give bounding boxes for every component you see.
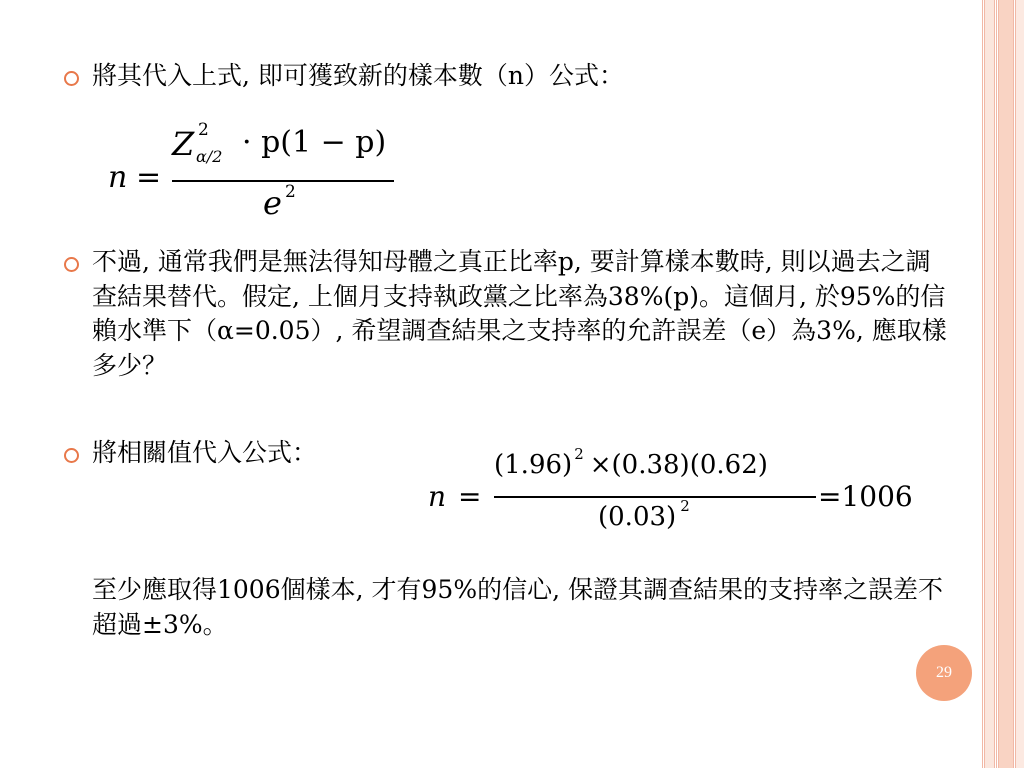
bullet-icon bbox=[64, 448, 79, 463]
bullet-icon bbox=[64, 71, 79, 86]
z-symbol: Z bbox=[172, 125, 195, 163]
denominator-value: (0.03) bbox=[598, 502, 677, 532]
formula-equals: = bbox=[136, 160, 162, 195]
formula-denominator bbox=[598, 497, 690, 532]
formula-denominator bbox=[263, 182, 296, 222]
decor-stripe bbox=[996, 0, 997, 768]
formula-result: =1006 bbox=[818, 480, 913, 513]
bullet-text-intro: 將其代入上式, 即可獲致新的樣本數（n）公式： bbox=[92, 61, 624, 90]
denominator-sup: 2 bbox=[680, 497, 690, 515]
bullet-text-substitute: 將相關值代入公式： bbox=[92, 438, 318, 467]
conclusion-text: 至少應取得1006個樣本, 才有95%的信心, 保證其調查結果的支持率之誤差不超過±3%。 bbox=[92, 575, 943, 639]
page-number-badge: 29 bbox=[916, 645, 972, 701]
numerator-rest: · p(1 − p) bbox=[242, 125, 387, 160]
bullet-icon bbox=[64, 257, 79, 272]
formula-equals: = bbox=[458, 480, 482, 513]
decor-stripe bbox=[982, 0, 983, 768]
fraction-bar bbox=[172, 180, 394, 182]
decor-stripe bbox=[1015, 0, 1024, 768]
sample-size-formula bbox=[100, 120, 400, 230]
decor-stripe bbox=[984, 0, 995, 768]
numerator-z: (1.96) bbox=[494, 450, 573, 480]
computed-formula bbox=[420, 445, 940, 548]
e-superscript: 2 bbox=[285, 182, 296, 202]
z-superscript: 2 bbox=[198, 120, 209, 140]
bullet-text-problem: 不過, 通常我們是無法得知母體之真正比率p, 要計算樣本數時, 則以過去之調查結果替代。假定, 上個月支持執政黨之比率為38%(p)。這個月, 於95%的信賴水準下（α=0.05）, 希望調查結果之支持率的允許誤差（e）為3%, 應取樣多少？ bbox=[92, 247, 947, 380]
numerator-sup: 2 bbox=[574, 445, 584, 463]
numerator-rest: ×(0.38)(0.62) bbox=[589, 450, 768, 480]
fraction-bar bbox=[494, 496, 816, 498]
formula-lhs: n bbox=[428, 480, 447, 513]
formula-numerator bbox=[494, 445, 816, 486]
formula-numerator bbox=[172, 120, 394, 166]
z-subscript: α/2 bbox=[196, 147, 223, 166]
decor-stripe bbox=[998, 0, 1014, 768]
e-symbol: e bbox=[263, 184, 282, 222]
formula-lhs: n bbox=[108, 160, 128, 195]
